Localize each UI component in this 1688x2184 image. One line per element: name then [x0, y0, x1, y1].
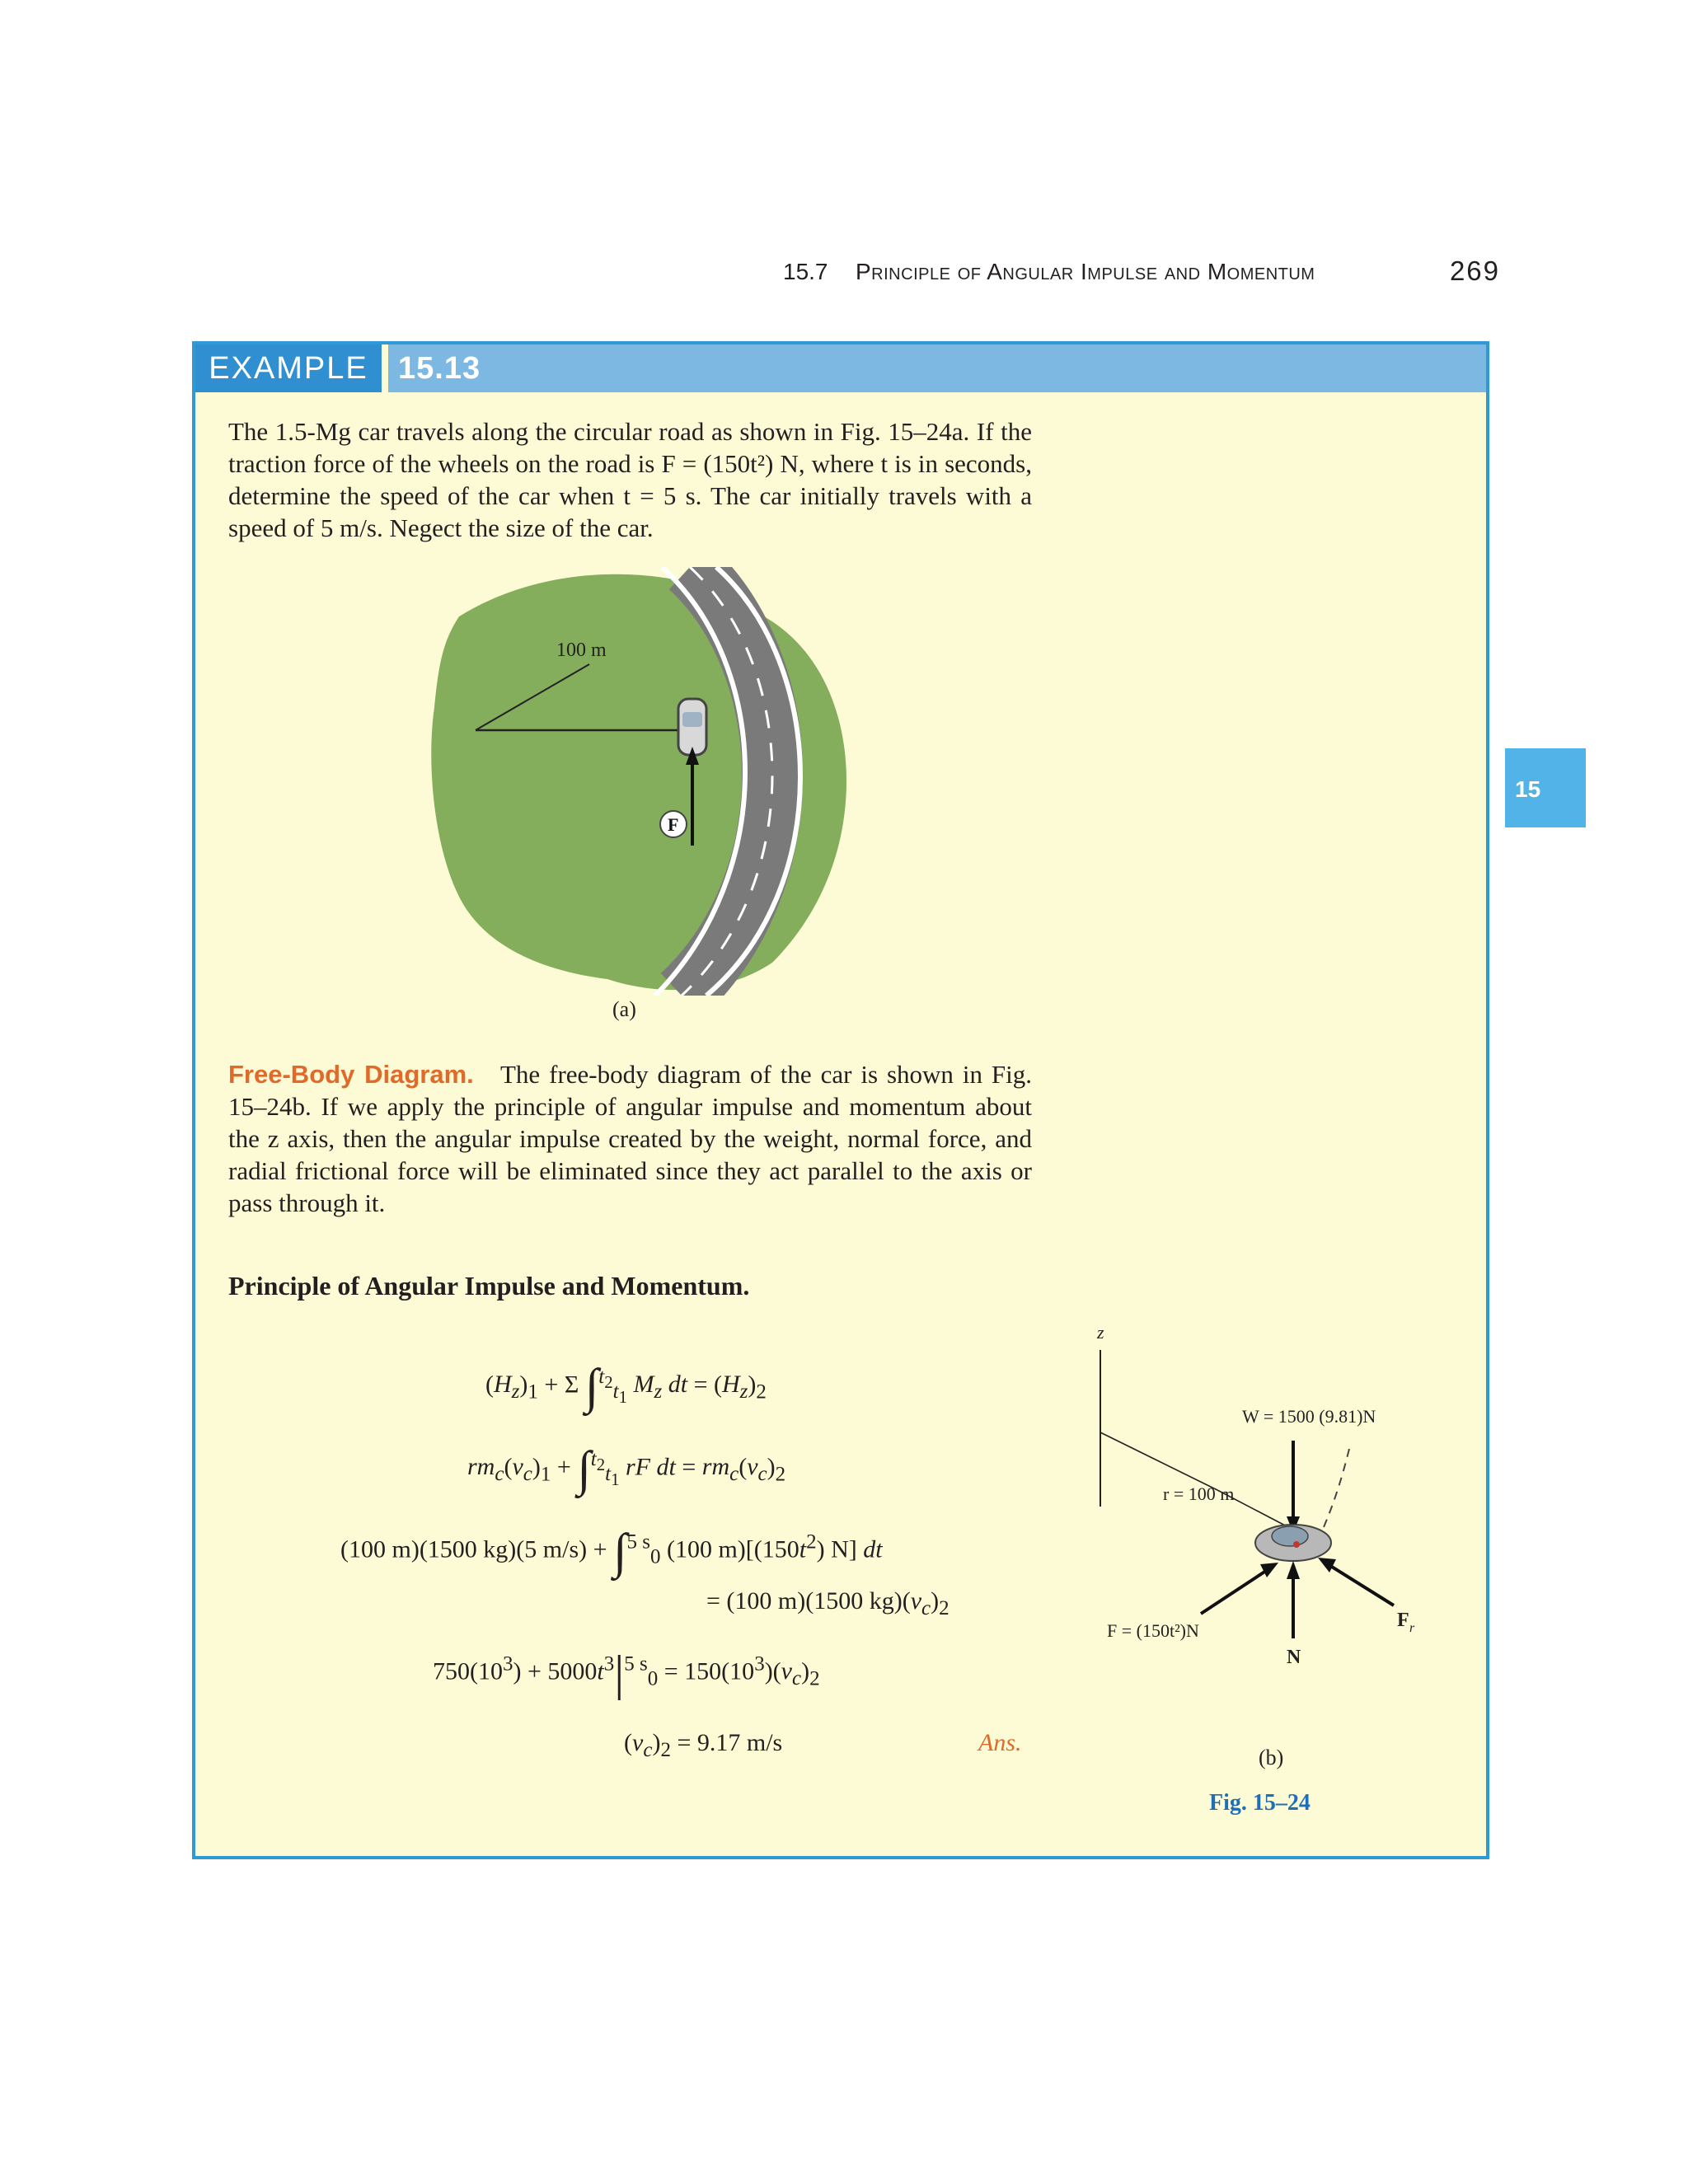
equation-1: $(H_z)_1 + \Sigma$ ∫$^{t_2}_{t_1}$ $M_z$ dt = $(H_z)_2$: [485, 1359, 767, 1413]
figure-label: Fig. 15–24: [1209, 1790, 1311, 1816]
equation-4: = (100 m)(1500 $kg)(v_c)_2$: [706, 1587, 950, 1619]
result-value: 9.17 m/s: [696, 1729, 783, 1756]
equation-2: $rm_c(v_c)_1 + \int^{t_2}_{t_1}$ rF dt = $rm_c(v_c)_2$: [467, 1441, 786, 1496]
page-number: 269: [1449, 255, 1500, 286]
chapter-tab-label: 15: [1515, 776, 1541, 802]
car-roof-b: [1272, 1526, 1308, 1546]
example-banner: [195, 344, 1486, 392]
problem-statement: The 1.5-Mg car travels along the circular road as shown in Fig. 15–24a. If the traction force of the wheels on the road is F = (150t²) N, where t is in seconds, determine the speed of the car when t = 5 s. The car initially travels with a speed of 5 m/s. Negect the size of the car.: [228, 417, 1032, 542]
radius-label-b: r = 100 m: [1163, 1483, 1235, 1504]
friction-subscript: r: [1409, 1621, 1415, 1635]
radius-line-b: [1100, 1432, 1217, 1490]
chapter-tab: [1505, 748, 1586, 827]
fbd-paragraph: [228, 1058, 1032, 1219]
fbd-heading: Free-Body Diagram.: [228, 1060, 474, 1089]
radius-label: 100 m: [556, 640, 607, 661]
principle-heading: Principle of Angular Impulse and Momentum.: [228, 1271, 750, 1301]
traction-label: F = (150t²)N: [1107, 1620, 1199, 1641]
normal-arrowhead: [1287, 1561, 1300, 1579]
fbd-text: The free-body diagram of the car is shown in Fig. 15–24b. If we apply the principle of angular impulse and momentum about the z axis, then the angular impulse created by the weight, normal force, and radial frictional force will be eliminated since they act parallel to the axis or pass through it.: [228, 1060, 1032, 1217]
running-head: [783, 255, 1500, 297]
normal-label: N: [1287, 1647, 1301, 1668]
example-box: [192, 341, 1489, 1859]
example-label: EXAMPLE: [195, 344, 382, 392]
force-label: F: [668, 814, 679, 835]
figure-b-caption: (b): [1259, 1746, 1284, 1769]
example-number: 15.13: [398, 351, 481, 386]
figure-b-free-body-diagram: [1077, 1317, 1489, 1746]
friction-arrowhead: [1318, 1558, 1336, 1572]
figure-a-road-diagram: [410, 567, 1069, 996]
equation-result: $(v_c)_2 = 9.17$ m/s: [624, 1729, 783, 1761]
equation-5: $750(10^3) + 5000t^3|^{5 s}_0 = 150(10^3)(v_c)_2$: [433, 1646, 820, 1700]
section-number: 15.7: [783, 259, 828, 284]
car-marker: [1293, 1541, 1300, 1548]
equation-3: (100 m)(1500 kg)(5 m/s) + ∫$^{5 s}_0$ (100 $m)[(150t^2)$ N] dt: [340, 1524, 883, 1578]
figure-a-caption: (a): [612, 997, 636, 1021]
z-axis-label: z: [1097, 1322, 1104, 1343]
banner-separator: [382, 344, 388, 392]
section-title: Principle of Angular Impulse and Momentum: [856, 259, 1315, 284]
path-dash: [1321, 1449, 1349, 1533]
traction-arrow: [1201, 1569, 1268, 1614]
car-window: [682, 712, 702, 727]
traction-arrowhead: [1260, 1563, 1278, 1577]
friction-label: F: [1397, 1610, 1409, 1631]
weight-label: W = 1500 (9.81)N: [1242, 1406, 1376, 1427]
answer-tag: Ans.: [978, 1729, 1022, 1756]
friction-arrow: [1328, 1564, 1394, 1605]
